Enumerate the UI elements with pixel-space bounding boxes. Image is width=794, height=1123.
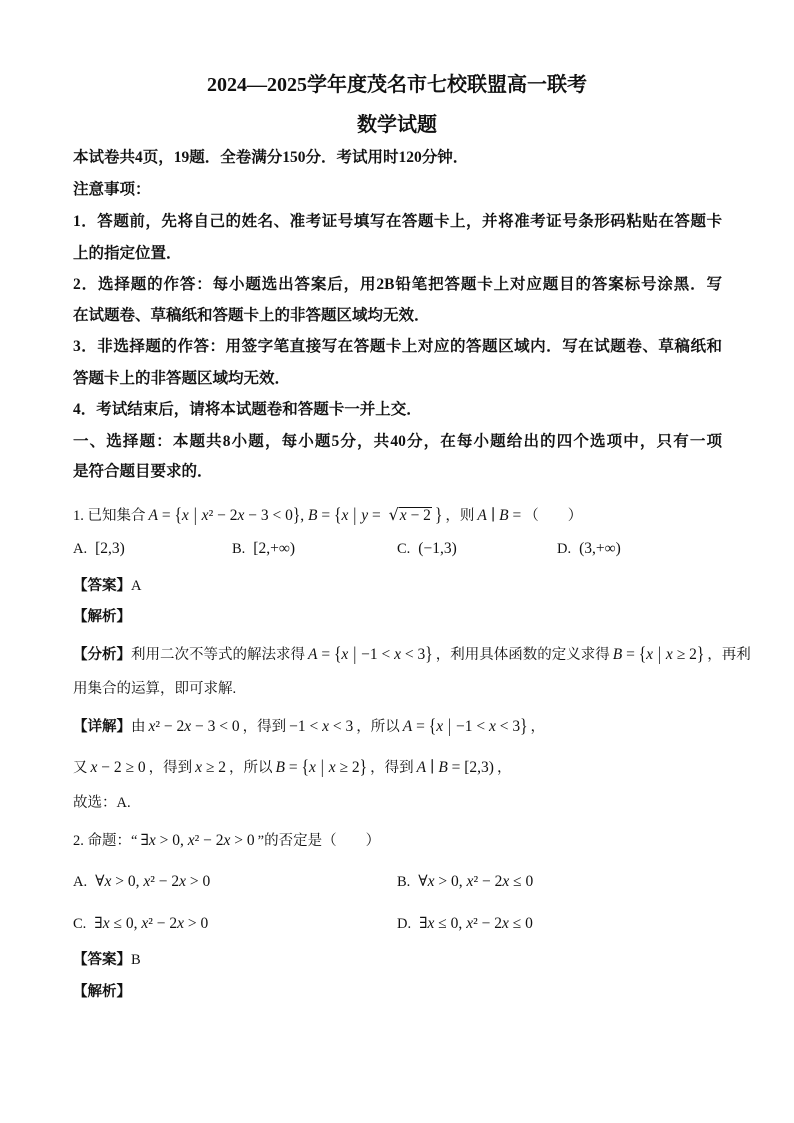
option-value: [2,3) (95, 540, 125, 557)
option-value: ∃x ≤ 0, x² − 2x > 0 (94, 915, 209, 932)
math-brace: } (434, 504, 443, 526)
question-2-solution-heading (73, 981, 722, 1003)
question-1-detail-line-2 (73, 757, 722, 779)
notice-3-line-2: 答题卡上的非答题区域均无效． (73, 370, 291, 387)
analysis-label: 【分析】 (73, 647, 131, 663)
math-bar: | (657, 644, 662, 665)
math-bar: | (353, 505, 357, 526)
notice-2-line-2: 在试题卷、草稿纸和答题卡上的非答题区域均无效． (73, 307, 430, 324)
math-variable: x (341, 507, 349, 524)
text-run: ”的否定是（ ） (257, 833, 381, 849)
option-value: (3,+∞) (579, 540, 621, 557)
question-1-detail-line-1 (73, 716, 722, 738)
text-run: ，再利 (707, 647, 751, 663)
option-value: ∃x ≤ 0, x² − 2x ≤ 0 (419, 915, 533, 932)
math-variable: x (195, 759, 203, 776)
math-variable: x (181, 507, 189, 524)
question-2-option-c (73, 913, 208, 935)
answer-label: 【答案】 (73, 578, 131, 594)
option-value: (−1,3) (418, 540, 457, 557)
text-run: ，则 (445, 508, 475, 524)
question-1-option-d (557, 538, 621, 560)
question-1-options (73, 538, 722, 560)
question-1-analysis-line-1 (73, 643, 751, 666)
math-brace: { (638, 643, 647, 665)
question-1-conclusion: 故选：A. (73, 795, 131, 811)
exam-title: 2024—2025学年度茂名市七校联盟高一联考 (207, 74, 587, 96)
math-brace: } (292, 504, 301, 526)
text-run: ，得到 (148, 760, 193, 776)
option-value: ∀x > 0, x² − 2x ≤ 0 (418, 873, 534, 890)
math-expression: A ∣ B = [2,3) (416, 759, 494, 776)
math-brace: { (301, 756, 309, 778)
math-variable: x (501, 915, 509, 932)
math-variable: x (646, 646, 654, 663)
math-variable: x (237, 507, 245, 524)
math-variable: x (223, 832, 231, 849)
text-run: ，所以 (356, 719, 400, 735)
math-variable: x (90, 759, 98, 776)
math-brace: } (359, 756, 368, 778)
question-1-option-a (73, 538, 125, 560)
math-variable: x (466, 873, 474, 890)
option-value: ∀x > 0, x² − 2x > 0 (95, 873, 211, 890)
section-heading-line-1: 一、选择题：本题共8小题，每小题5分，共40分，在每小题给出的四个选项中，只有一项 (73, 433, 722, 450)
math-variable: x (141, 915, 149, 932)
math-brace: } (696, 643, 705, 665)
option-label: C. (397, 541, 411, 557)
text-run: ，得到 (370, 760, 414, 776)
math-expression (434, 504, 443, 526)
question-2-option-b (397, 871, 533, 893)
question-1-option-b (232, 538, 295, 560)
question-2-answer (73, 949, 722, 971)
notice-1-line-1: 1．答题前，先将自己的姓名、准考证号填写在答题卡上，并将准考证号条形码粘贴在答题卡 (73, 213, 722, 230)
math-bar: | (447, 716, 452, 737)
math-variable: x (394, 646, 402, 663)
math-variable: A (402, 718, 413, 735)
math-variable: y (361, 507, 369, 524)
math-variable: x (201, 507, 209, 524)
math-expression: B = {x | x ≥ 2} (276, 759, 368, 776)
math-variable: x (502, 873, 510, 890)
analysis-text (131, 643, 751, 665)
math-bar: | (353, 644, 357, 665)
radicand: x − 2 (399, 507, 431, 524)
answer-label: 【答案】 (73, 952, 131, 968)
question-1-option-c (397, 538, 457, 560)
math-variable: B (438, 759, 448, 776)
answer-value: B (131, 952, 141, 968)
math-variable: A (308, 646, 318, 663)
subject-title: 数学试题 (357, 114, 437, 136)
math-variable: x (341, 646, 349, 663)
option-label: D. (397, 916, 412, 932)
option-label: B. (397, 874, 411, 890)
math-variable: x (187, 832, 195, 849)
math-brace: { (334, 504, 342, 526)
question-1-analysis-line-2: 用集合的运算，即可求解. (73, 681, 237, 697)
math-variable: x (322, 718, 330, 735)
notice-heading: 注意事项： (73, 181, 151, 198)
detail-label: 【详解】 (73, 719, 131, 735)
option-label: C. (73, 916, 87, 932)
math-variable: x (466, 915, 474, 932)
math-variable: x (436, 718, 444, 735)
notice-3-line-1: 3．非选择题的作答：用签字笔直接写在答题卡上对应的答题区域内．写在试题卷、草稿纸和 (73, 338, 722, 355)
math-variable: A (416, 759, 427, 776)
option-label: A. (73, 874, 88, 890)
math-variable: B (499, 507, 509, 524)
math-variable: x (143, 873, 151, 890)
math-variable: x (665, 646, 673, 663)
solution-label: 【解析】 (73, 609, 131, 625)
math-brace: { (333, 643, 342, 665)
solution-label: 【解析】 (73, 984, 131, 1000)
math-variable: B (275, 759, 286, 776)
math-brace: } (425, 643, 433, 665)
text-run: （ ） (524, 508, 583, 524)
math-variable: x (177, 915, 185, 932)
math-expression: B = {x | x ≥ 2} (613, 646, 705, 663)
option-label: B. (232, 541, 246, 557)
notice-4-line-1: 4．考试结束后，请将本试题卷和答题卡一并上交． (73, 401, 422, 418)
math-variable: x (179, 873, 187, 890)
question-2-option-d (397, 913, 533, 935)
math-variable: B (308, 507, 318, 524)
section-heading-line-2: 是符合题目要求的． (73, 463, 213, 480)
math-expression: A = {x | −1 < x < 3} (308, 646, 433, 663)
math-brace: { (428, 715, 437, 737)
math-variable: x (427, 873, 435, 890)
math-variable: x (488, 718, 496, 735)
detail-text (131, 715, 546, 737)
math-variable: x (184, 718, 192, 735)
math-variable: x (427, 915, 435, 932)
text-run: ，利用具体函数的定义求得 (435, 647, 610, 663)
math-expression: x − 2 ≥ 0 (90, 759, 146, 776)
notice-1-line-2: 上的指定位置． (73, 245, 182, 262)
answer-value: A (131, 578, 142, 594)
math-variable: x (102, 915, 110, 932)
math-bar: | (320, 757, 324, 778)
math-variable: x (328, 759, 336, 776)
radical-sign: √ (388, 505, 399, 524)
text-run: ，所以 (229, 760, 273, 776)
option-value: [2,+∞) (253, 540, 296, 557)
math-variable: x (148, 832, 156, 849)
math-bar: | (193, 505, 197, 526)
math-expression: −1 < x < 3 (289, 718, 354, 735)
text-run: ，得到 (242, 719, 287, 735)
math-variable: x (104, 873, 112, 890)
text-run: 由 (131, 719, 146, 735)
question-2-options-row-1 (73, 871, 722, 893)
text-run: ， (530, 719, 546, 735)
intro-summary: 本试卷共4页，19题．全卷满分150分．考试用时120分钟． (73, 149, 469, 166)
option-label: D. (557, 541, 572, 557)
math-variable: B (612, 646, 623, 663)
math-expression: x² − 2x − 3 < 0 (148, 718, 240, 735)
math-expression: A = {x | −1 < x < 3} (403, 718, 528, 735)
text-run: 利用二次不等式的解法求得 (131, 647, 305, 663)
question-1-solution-heading (73, 606, 722, 628)
math-variable: x (148, 718, 156, 735)
math-expression: x ≥ 2 (195, 759, 227, 776)
text-run: 1. 已知集合 (73, 508, 146, 524)
question-2-options-row-2 (73, 913, 722, 935)
math-brace: } (520, 715, 528, 737)
math-brace: { (174, 504, 182, 526)
text-run: 又 (73, 760, 88, 776)
math-variable: x (399, 507, 407, 524)
text-run: ， (496, 760, 512, 776)
math-expression: ∃x > 0, x² − 2x > 0 (140, 832, 255, 849)
question-2-option-a (73, 871, 210, 893)
notice-2-line-1: 2．选择题的作答：每小题选出答案后，用2B铅笔把答题卡上对应题目的答案标号涂黑．写 (73, 276, 722, 293)
option-label: A. (73, 541, 88, 557)
math-expression: A = {x | x² − 2x − 3 < 0}, B = {x | y = (149, 507, 385, 524)
question-1-answer (73, 575, 722, 597)
math-expression: A ∣ B = (477, 507, 522, 524)
math-variable: A (477, 507, 487, 524)
math-variable: A (148, 507, 158, 524)
question-2-stem (73, 830, 722, 852)
math-variable: x (308, 759, 316, 776)
question-1-stem (73, 504, 722, 526)
text-run: 2. 命题：“ (73, 833, 138, 849)
